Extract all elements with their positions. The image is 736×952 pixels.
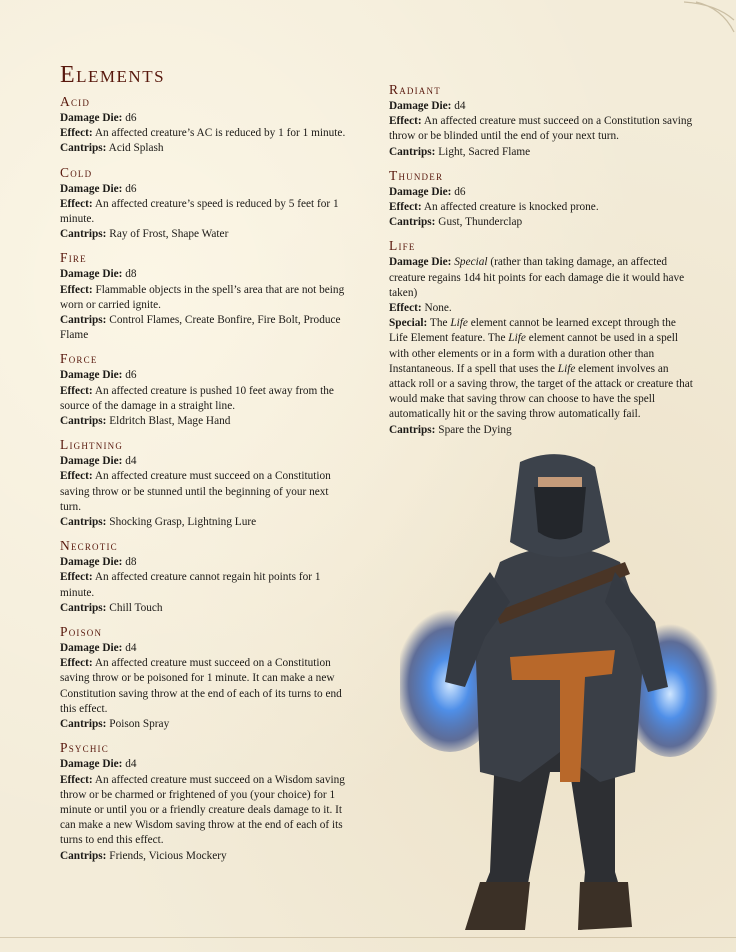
cantrips-text: Control Flames, Create Bonfire, Fire Bolt, Produce Flame [60,314,341,342]
effect-label: Effect: [389,201,422,214]
element-heading: Poison [60,624,103,640]
life-term: Life [450,317,468,330]
effect-line [60,197,350,227]
right-column [389,82,694,446]
cantrips-text: Shocking Grasp, Lightning Lure [109,516,257,529]
cantrips-label: Cantrips: [60,228,107,241]
cantrips-text: Eldritch Blast, Mage Hand [109,415,231,428]
effect-text: An affected creature’s speed is reduced by 5 feet for 1 minute. [60,197,339,226]
cantrips-label: Cantrips: [60,601,107,614]
cantrips-line [60,414,350,429]
effect-line [60,126,350,141]
special-text: The [427,317,451,330]
element-heading: Acid [60,94,91,109]
effect-text: An affected creature is pushed 10 feet away from the source of the damage in a straight line. [60,384,334,412]
damage-die-value: d8 [125,268,137,281]
page-title: Elements [60,62,166,88]
effect-line [389,200,694,215]
effect-line [60,469,350,515]
effect-line [389,114,694,144]
damage-die-line [60,267,350,282]
damage-die-line [60,368,350,383]
effect-text: An affected creature must succeed on a Constitution saving throw or be poisoned for 1 minute. It can make a new Constitution saving throw at the end of each of its turns to end this effect. [60,657,342,715]
damage-die-line [60,454,350,469]
special-text: element cannot be learned except through the Life Element feature. The [389,317,676,345]
damage-die-value: d4 [125,758,137,771]
effect-line [60,773,350,849]
element-section-necrotic [60,538,350,616]
cantrips-text: Chill Touch [109,601,163,614]
damage-die-label: Damage Die: [389,100,452,112]
element-heading: Force [60,351,98,367]
effect-label: Effect: [60,571,93,584]
element-heading: Psychic [60,740,109,756]
cantrips-label: Cantrips: [60,314,107,327]
damage-die-special: Special [454,256,488,269]
cantrips-line [60,141,350,156]
damage-die-label: Damage Die: [389,185,452,198]
cantrips-text: Ray of Frost, Shape Water [109,228,229,241]
effect-line [389,301,694,316]
element-section-radiant [389,82,694,160]
effect-label: Effect: [60,773,93,786]
effect-text: An affected creature must succeed on a Wisdom saving throw or be charmed or frightened of you (your choice) for 1 minute or until you or a friendly creature deals damage to it. It can make a new Wisdom saving throw at the end of each of its turns to end this effect. [60,773,345,847]
cantrips-text: Poison Spray [109,718,170,731]
cantrips-label: Cantrips: [60,718,107,731]
monk-illustration [400,452,725,942]
effect-label: Effect: [60,384,93,397]
cantrips-line [60,717,350,732]
effect-label: Effect: [389,115,422,128]
damage-die-value: d4 [125,642,137,655]
damage-die-note: (rather than taking damage, an affected creature regains 1d4 hit points for each damage die it would have taken) [389,256,685,299]
cantrips-label: Cantrips: [389,216,436,229]
cantrips-label: Cantrips: [389,145,436,158]
effect-text: An affected creature must succeed on a Constitution saving throw or be blinded until the end of your next turn. [389,115,693,143]
element-section-life [389,238,694,437]
element-section-fire [60,250,350,343]
effect-line [60,656,350,717]
special-label: Special: [389,317,428,330]
element-section-poison [60,624,350,732]
element-section-psychic [60,740,350,863]
element-section-thunder [389,168,694,231]
effect-line [60,570,350,600]
effect-text: Flammable objects in the spell’s area that are not being worn or carried ignite. [60,283,345,311]
life-term: Life [508,332,526,345]
cantrips-label: Cantrips: [60,516,107,529]
effect-line [60,384,350,414]
element-heading: Cold [60,164,93,180]
damage-die-line [60,555,350,570]
cantrips-text: Friends, Vicious Mockery [109,849,227,862]
element-section-lightning [60,437,350,530]
cantrips-line [389,145,694,160]
damage-die-label: Damage Die: [60,369,123,382]
effect-text: An affected creature’s AC is reduced by 1 for 1 minute. [94,127,346,140]
damage-die-line [389,255,694,301]
cantrips-line [60,601,350,616]
damage-die-value: d6 [125,369,137,382]
element-heading: Radiant [389,82,441,97]
left-column [60,94,350,872]
cantrips-label: Cantrips: [60,849,107,862]
special-line [389,316,694,422]
cantrips-label: Cantrips: [60,415,107,428]
damage-die-label: Damage Die: [60,455,123,468]
effect-text: An affected creature must succeed on a Constitution saving throw or be stunned until the beginning of your next turn. [60,470,331,513]
damage-die-value: d4 [454,100,466,112]
effect-label: Effect: [60,283,93,296]
cantrips-text: Spare the Dying [438,423,512,436]
effect-label: Effect: [60,127,93,140]
damage-die-value: d8 [125,556,137,569]
element-heading: Lightning [60,437,124,453]
special-text: element involves an attack roll or a saving throw, the target of the attack or creature that would make that saving throw can choose to have the spell automatically hit or the saving throw automatically fail. [389,362,693,421]
cantrips-label: Cantrips: [389,423,436,436]
cantrips-line [389,215,694,230]
damage-die-line [60,641,350,656]
damage-die-line [389,185,694,200]
element-heading: Necrotic [60,538,118,554]
damage-die-line [60,182,350,197]
damage-die-label: Damage Die: [60,112,123,124]
effect-label: Effect: [60,197,93,210]
damage-die-label: Damage Die: [60,182,123,195]
damage-die-label: Damage Die: [389,256,452,269]
cantrips-line [60,515,350,530]
effect-label: Effect: [60,470,93,483]
cantrips-line [60,313,350,343]
life-term: Life [557,362,576,375]
effect-label: Effect: [389,302,422,315]
element-section-force [60,351,350,429]
element-section-cold [60,165,350,243]
damage-die-label: Damage Die: [60,642,123,655]
damage-die-line [60,111,350,126]
effect-line [60,283,350,313]
page-corner-ornament [676,0,736,40]
damage-die-value: d6 [125,112,137,124]
damage-die-value: d4 [125,455,137,468]
figure-mask [534,487,586,540]
cantrips-line [60,227,350,242]
effect-text: An affected creature cannot regain hit points for 1 minute. [60,571,321,599]
damage-die-value: d6 [125,182,137,195]
cantrips-line [389,423,694,438]
damage-die-label: Damage Die: [60,556,123,569]
damage-die-label: Damage Die: [60,758,123,771]
cantrips-text: Gust, Thunderclap [438,216,523,229]
cantrips-label: Cantrips: [60,142,107,155]
effect-text: None. [424,302,452,315]
damage-die-value: d6 [454,185,466,198]
damage-die-line [389,99,694,114]
effect-text: An affected creature is knocked prone. [423,201,599,214]
effect-label: Effect: [60,657,93,670]
special-text: element cannot be used in a spell with other elements or in a form with a duration other than Instantaneous. If a spell that uses the [389,332,679,375]
cantrips-text: Light, Sacred Flame [438,145,531,158]
element-heading: Fire [60,250,87,266]
element-heading: Thunder [389,167,444,183]
damage-die-line [60,757,350,772]
cantrips-line [60,849,350,864]
footer-rule [0,937,736,938]
cantrips-text: Acid Splash [108,142,164,155]
element-heading: Life [389,238,416,254]
damage-die-label: Damage Die: [60,268,123,281]
element-section-acid [60,94,350,157]
